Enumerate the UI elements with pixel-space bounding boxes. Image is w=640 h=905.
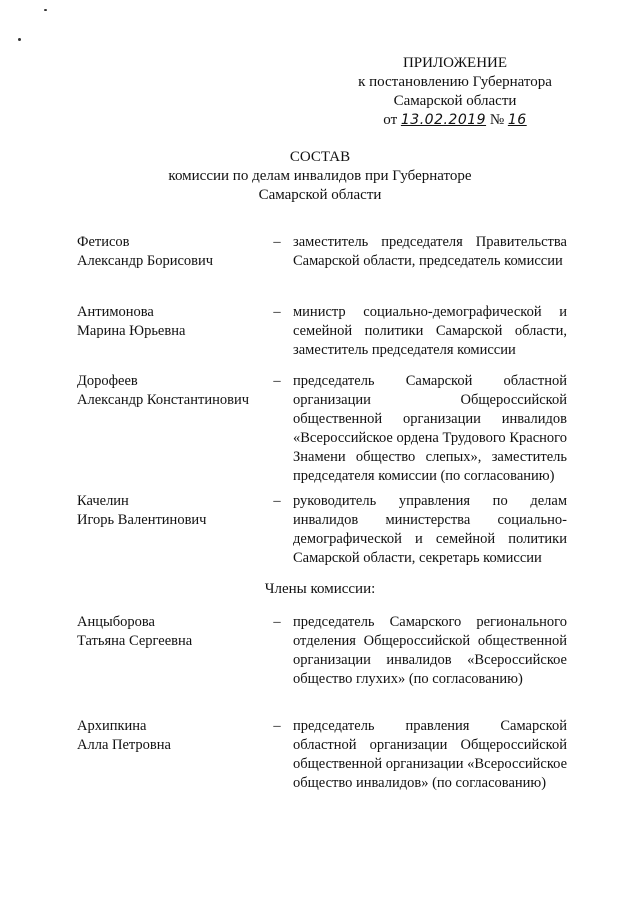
- person-name: [77, 492, 267, 530]
- appendix-decree-line: к постановлению Губернатора: [358, 74, 552, 90]
- given-names: Игорь Валентинович: [77, 512, 207, 528]
- person-role: председатель Самарского регионального отделения Общероссийской общественной организации инвалидов «Всероссийское общество глухих» (по согласованию): [293, 614, 567, 687]
- members-heading: Члены комиссии:: [264, 581, 376, 597]
- given-names: Александр Борисович: [77, 253, 214, 269]
- appendix-region-line: Самарской области: [393, 93, 517, 109]
- date-prefix: от: [383, 112, 398, 128]
- given-names: Алла Петровна: [77, 737, 171, 753]
- person-role: председатель правления Самарской областной организации Общероссийской общественной организации «Всероссийское общество инвалидов» (по согласованию): [293, 718, 568, 791]
- person-role: министр социально-демографической и семейной политики Самарской области, заместитель председателя комиссии: [293, 304, 567, 358]
- surname: Архипкина: [77, 718, 147, 734]
- title-heading: СОСТАВ: [289, 149, 351, 165]
- given-names: Татьяна Сергеевна: [77, 633, 193, 649]
- person-name: [77, 717, 267, 755]
- surname: Дорофеев: [77, 373, 138, 389]
- scan-speck: [44, 9, 47, 11]
- person-name: [77, 233, 267, 271]
- surname: Фетисов: [77, 234, 130, 250]
- appendix-heading: ПРИЛОЖЕНИЕ: [402, 55, 508, 71]
- scan-speck: [18, 38, 21, 41]
- document-title: [0, 148, 640, 205]
- title-line-3: Самарской области: [258, 187, 382, 203]
- dash-separator: –: [273, 718, 281, 734]
- appendix-header: [340, 54, 570, 130]
- number-sign: №: [489, 112, 505, 128]
- person-role: руководитель управления по делам инвалидов министерства социально-демографической и семейной политики Самарской области, секретарь комиссии: [293, 493, 567, 566]
- dash-separator: –: [273, 373, 281, 389]
- dash-separator: –: [273, 304, 281, 320]
- given-names: Марина Юрьевна: [77, 323, 186, 339]
- number-handwritten: 16: [507, 112, 527, 128]
- date-handwritten: 13.02.2019: [400, 112, 487, 128]
- person-name: [77, 303, 267, 341]
- person-name: [77, 613, 267, 651]
- dash-separator: –: [273, 614, 281, 630]
- dash-separator: –: [273, 493, 281, 509]
- surname: Анцыборова: [77, 614, 155, 630]
- person-name: [77, 372, 267, 410]
- given-names: Александр Константинович: [77, 392, 249, 408]
- surname: Качелин: [77, 493, 129, 509]
- person-role: председатель Самарской областной организации Общероссийской общественной организации инвалидов «Всероссийское ордена Трудового Красного Знамени общество слепых», заместитель председателя комиссии (по согласованию): [293, 373, 567, 484]
- dash-separator: –: [273, 234, 281, 250]
- title-line-2: комиссии по делам инвалидов при Губернаторе: [168, 168, 472, 184]
- person-role: заместитель председателя Правительства Самарской области, председатель комиссии: [293, 234, 567, 269]
- appendix-date-line: [340, 111, 570, 130]
- surname: Антимонова: [77, 304, 154, 320]
